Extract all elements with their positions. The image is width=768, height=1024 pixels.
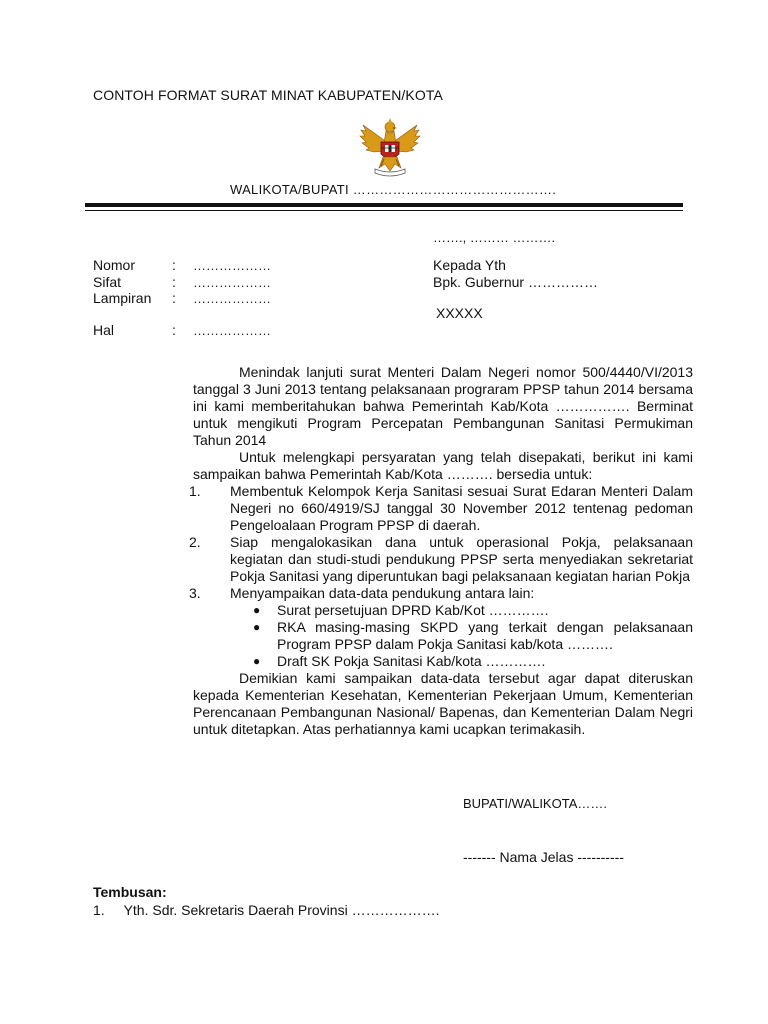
body-paragraph-closing: Demikian kami sampaikan data-data tersebut agar dapat diteruskan kepada Kementerian Kesehatan, Kementerian Pekerjaan Umum, Kementerian Perencanaan Pembangunan Nasional/ Bapenas, dan Kementerian Dalam Negri untuk ditetapkan. Atas perhatiannya kami ucapkan terimakasih. xyxy=(193,670,693,737)
bullet-text: Draft SK Pokja Sanitasi Kab/kota …………. xyxy=(277,653,546,669)
meta-colon: : xyxy=(172,290,176,306)
body-paragraph-intro: Menindak lanjuti surat Menteri Dalam Negeri nomor 500/4440/VI/2013 tanggal 3 Juni 2013 tentang pelaksanaan prograram PPSP tahun 2014 bersama ini kami memberitahukan bahwa Pemerintah Kab/Kota ……………. Berminat untuk mengikuti Program Percepatan Pembangunan Sanitasi Permukiman Tahun 2014 xyxy=(193,364,693,448)
meta-colon: : xyxy=(172,274,176,290)
meta-label-sifat: Sifat xyxy=(93,274,122,290)
meta-label-nomor: Nomor xyxy=(93,257,136,273)
letterhead-title: WALIKOTA/BUPATI ………………………………………. xyxy=(230,182,557,197)
letter-body xyxy=(189,364,693,738)
meta-colon: : xyxy=(172,322,176,338)
body-paragraph-requirements: Untuk melengkapi persyaratan yang telah disepakati, berikut ini kami sampaikan bahwa Pemerintah Kab/Kota ………. bersedia untuk: xyxy=(193,449,693,482)
bullet-item xyxy=(193,619,693,653)
recipient-address: XXXXX xyxy=(436,305,483,321)
meta-value-sifat: ……………… xyxy=(193,275,271,290)
meta-label-hal: Hal xyxy=(93,322,115,338)
bullet-text: RKA masing-masing SKPD yang terkait dengan pelaksanaan Program PPSP dalam Pokja Sanitasi kab/kota ………. xyxy=(277,619,693,652)
list-number: 3. xyxy=(189,585,201,601)
garuda-emblem-icon xyxy=(355,113,425,183)
bullet-item xyxy=(193,653,693,670)
signature-name: ------- Nama Jelas ---------- xyxy=(463,849,624,865)
meta-value-lampiran: ……………… xyxy=(193,291,271,306)
list-item-text: Menyampaikan data-data pendukung antara lain: xyxy=(230,585,535,601)
meta-value-nomor: ……………… xyxy=(193,258,271,273)
bullet-item xyxy=(193,602,693,619)
date-line: ……., ……… ………. xyxy=(433,230,556,245)
tembusan-number: 1. xyxy=(93,902,105,918)
tembusan-title: Tembusan: xyxy=(93,884,167,900)
tembusan-text: Yth. Sdr. Sekretaris Daerah Provinsi ………………. xyxy=(123,902,440,918)
document-title: CONTOH FORMAT SURAT MINAT KABUPATEN/KOTA xyxy=(93,87,443,103)
list-item xyxy=(189,585,693,602)
signature-title: BUPATI/WALIKOTA……. xyxy=(463,796,607,811)
bullet-dot-icon: ● xyxy=(253,603,261,617)
header-rule-thick xyxy=(85,203,683,207)
tembusan-item xyxy=(93,902,439,919)
list-number: 2. xyxy=(189,534,201,550)
meta-label-lampiran: Lampiran xyxy=(93,290,152,306)
bullet-text: Surat persetujuan DPRD Kab/Kot …………. xyxy=(277,602,549,618)
list-item xyxy=(189,534,693,585)
recipient-name: Bpk. Gubernur …………… xyxy=(433,274,598,290)
commitment-list xyxy=(189,483,693,670)
meta-colon: : xyxy=(172,257,176,273)
list-item-text: Membentuk Kelompok Kerja Sanitasi sesuai Surat Edaran Menteri Dalam Negeri no 660/4919/SJ tanggal 30 November 2012 tentenag pedoman Pengeloalaan Program PPSP di daerah. xyxy=(230,483,693,533)
list-number: 1. xyxy=(189,483,201,499)
list-item xyxy=(189,483,693,534)
header-rule-thin xyxy=(85,210,683,211)
recipient-salutation: Kepada Yth xyxy=(433,257,506,273)
list-item-text: Siap mengalokasikan dana untuk operasional Pokja, pelaksanaan kegiatan dan studi-studi pendukung PPSP serta menyediakan sekretariat Pokja Sanitasi yang diperuntukan bagi pelaksanaan kegiatan harian Pokja xyxy=(230,534,693,584)
bullet-dot-icon: ● xyxy=(253,654,261,668)
meta-value-hal: ……………… xyxy=(193,323,271,338)
bullet-dot-icon: ● xyxy=(253,620,261,634)
